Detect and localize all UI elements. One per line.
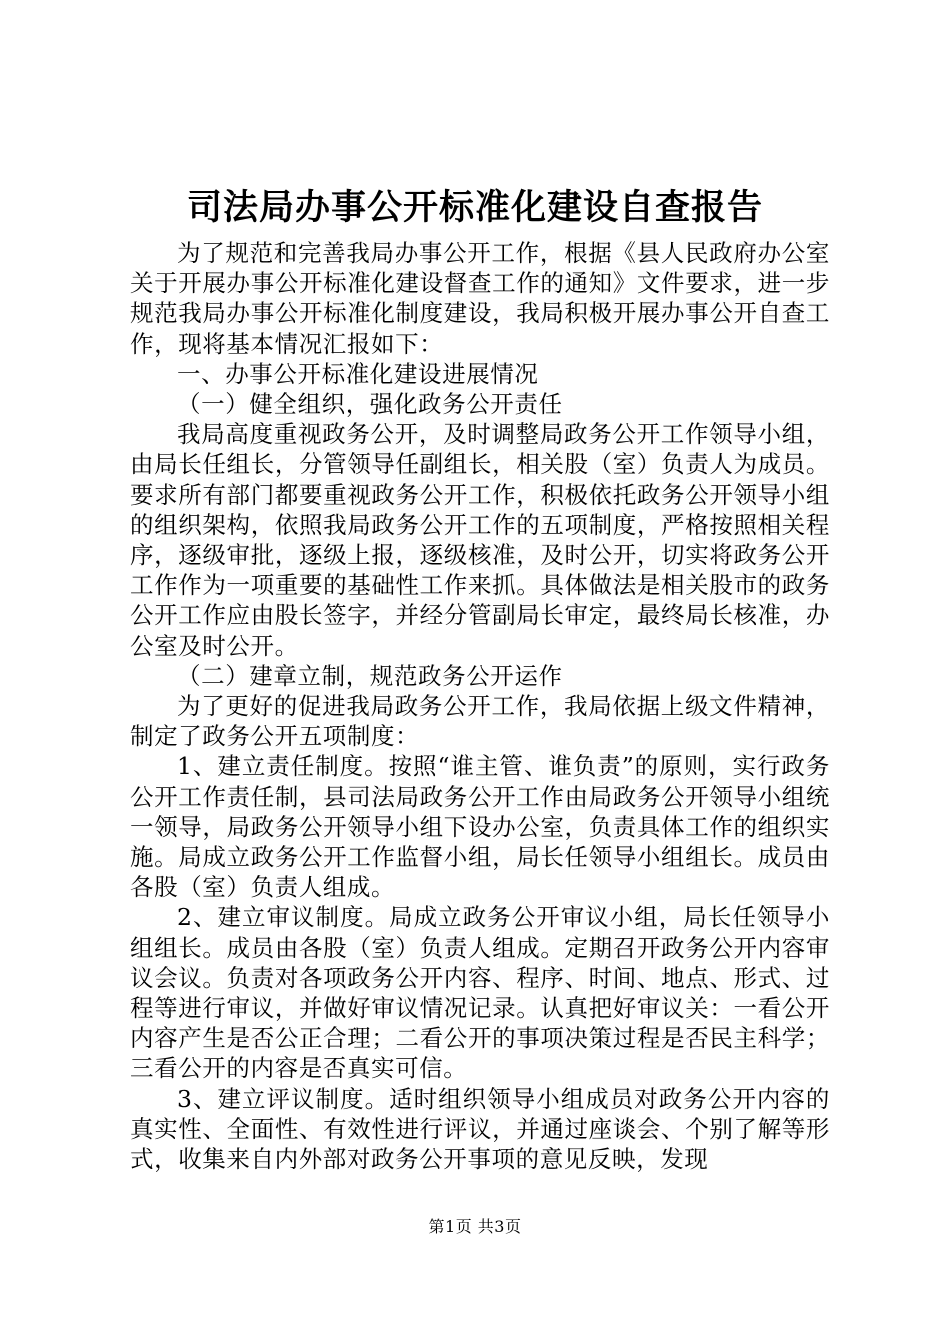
document-body: [130, 238, 830, 1174]
body-paragraph: 3、建立评议制度。适时组织领导小组成员对政务公开内容的真实性、全面性、有效性进行评议，并通过座谈会、个别了解等形式，收集来自内外部对政务公开事项的意见反映，发现: [130, 1084, 830, 1174]
page-footer: 第1页 共3页: [428, 1217, 522, 1236]
subsection-heading-1: （一）健全组织，强化政务公开责任: [177, 390, 563, 419]
section-heading-1: 一、办事公开标准化建设进展情况: [177, 359, 539, 388]
document-title: 司法局办事公开标准化建设自查报告: [186, 187, 763, 228]
body-paragraph: 我局高度重视政务公开，及时调整局政务公开工作领导小组，由局长任组长，分管领导任副组长，相关股（室）负责人为成员。要求所有部门都要重视政务公开工作，积极依托政务公开领导小组的组织架构，依照我局政务公开工作的五项制度，严格按照相关程序，逐级审批，逐级上报，逐级核准，及时公开，切实将政务公开工作作为一项重要的基础性工作来抓。具体做法是相关股市的政务公开工作应由股长签字，并经分管副局长审定，最终局长核准，办公室及时公开。: [130, 420, 830, 660]
body-paragraph: 2、建立审议制度。局成立政务公开审议小组，局长任领导小组组长。成员由各股（室）负责人组成。定期召开政务公开内容审议会议。负责对各项政务公开内容、程序、时间、地点、形式、过程等进行审议，并做好审议情况记录。认真把好审议关：一看公开内容产生是否公正合理；二看公开的事项决策过程是否民主科学；三看公开的内容是否真实可信。: [130, 903, 830, 1083]
body-paragraph: 1、建立责任制度。按照“谁主管、谁负责”的原则，实行政务公开工作责任制，县司法局政务公开工作由局政务公开领导小组统一领导，局政务公开领导小组下设办公室，负责具体工作的组织实施。局成立政务公开工作监督小组，局长任领导小组组长。成员由各股（室）负责人组成。: [130, 752, 830, 902]
body-paragraph: 为了更好的促进我局政务公开工作，我局依据上级文件精神，制定了政务公开五项制度：: [130, 692, 830, 751]
intro-paragraph: 为了规范和完善我局办事公开工作，根据《县人民政府办公室关于开展办事公开标准化建设督查工作的通知》文件要求，进一步规范我局办事公开标准化制度建设，我局积极开展办事公开自查工作，现将基本情况汇报如下：: [130, 239, 830, 358]
subsection-heading-2: （二）建章立制，规范政务公开运作: [177, 661, 563, 690]
